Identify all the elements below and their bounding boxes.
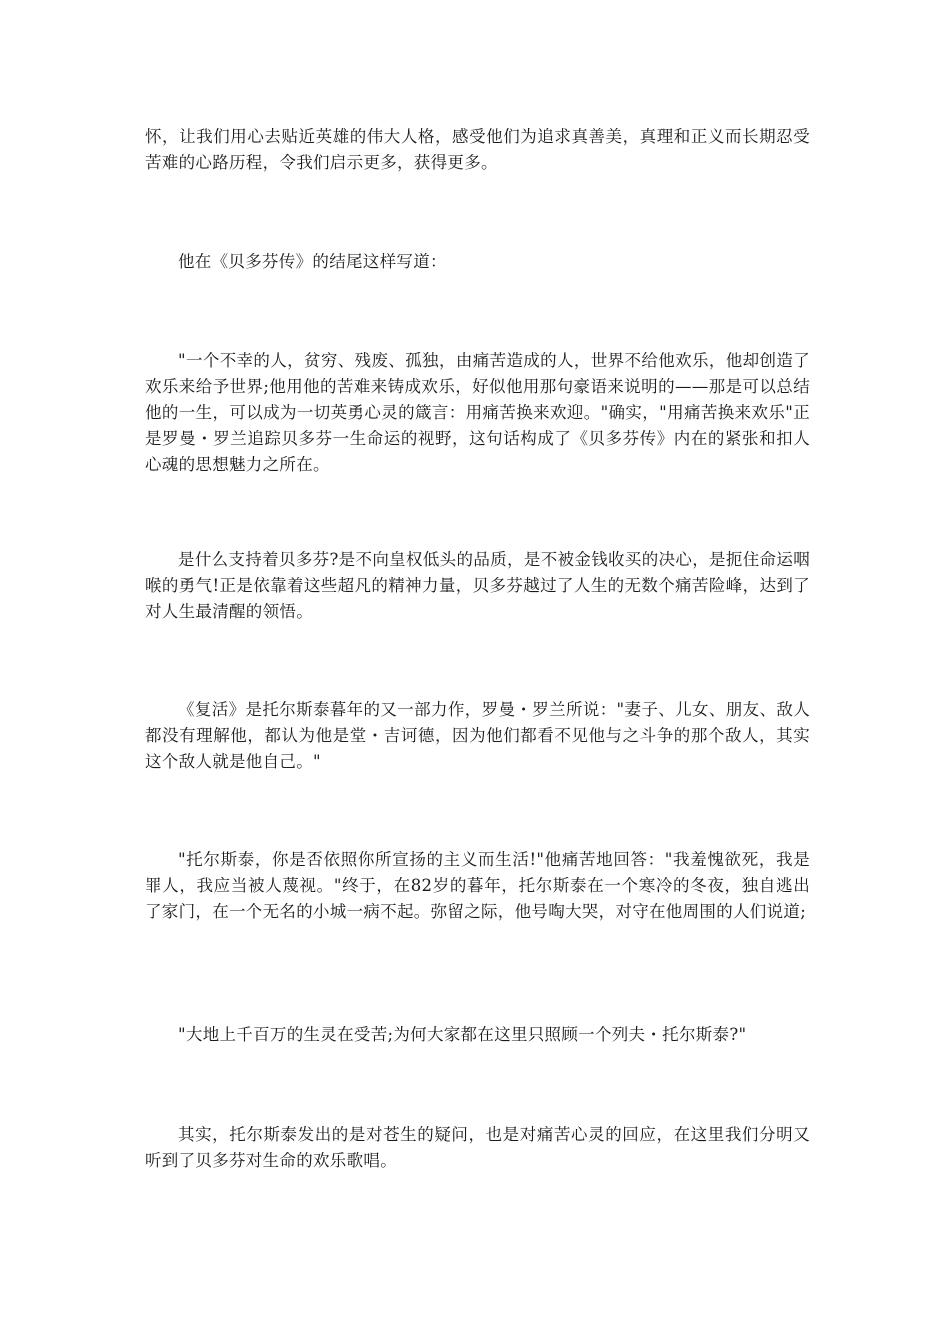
paragraph-beethoven-strength: 是什么支持着贝多芬?是不向皇权低头的品质，是不被金钱收买的决心，是扼住命运咽喉的勇气!正是依靠着这些超凡的精神力量，贝多芬越过了人生的无数个痛苦险峰，达到了对人生最清醒的领悟。 — [145, 550, 810, 621]
paragraph-intro-quote: 他在《贝多芬传》的结尾这样写道： — [178, 252, 447, 271]
paragraph-continuation: 怀，让我们用心去贴近英雄的伟大人格，感受他们为追求真善美，真理和正义而长期忍受苦难的心路历程，令我们启示更多，获得更多。 — [145, 127, 810, 172]
paragraph-conclusion: 其实，托尔斯泰发出的是对苍生的疑问，也是对痛苦心灵的回应，在这里我们分明又听到了贝多芬对生命的欢乐歌唱。 — [145, 1125, 810, 1170]
paragraph-beethoven-quote: "一个不幸的人，贫穷、残废、孤独，由痛苦造成的人，世界不给他欢乐，他却创造了欢乐来给予世界;他用他的苦难来铸成欢乐，好似他用那句豪语来说明的——那是可以总结他的一生，可以成为一切英勇心灵的箴言：用痛苦换来欢迎。"确实，"用痛苦换来欢乐"正是罗曼・罗兰追踪贝多芬一生命运的视野，这句话构成了《贝多芬传》内在的紧张和扣人心魂的思想魅力之所在。 — [145, 351, 810, 474]
paragraph-resurrection: 《复活》是托尔斯泰暮年的又一部力作，罗曼・罗兰所说："妻子、儿女、朋友、敌人都没有理解他，都认为他是堂・吉诃德，因为他们都看不见他与之斗争的那个敌人，其实这个敌人就是他自己。" — [145, 700, 810, 771]
paragraph-tolstoy-answer: "托尔斯泰，你是否依照你所宣扬的主义而生活!"他痛苦地回答："我羞愧欲死，我是罪人，我应当被人蔑视。"终于，在82岁的暮年，托尔斯泰在一个寒冷的冬夜，独自逃出了家门，在一个无名的小城一病不起。弥留之际，他号啕大哭，对守在他周围的人们说道; — [145, 850, 810, 921]
paragraph-tolstoy-last-words: "大地上千百万的生灵在受苦;为何大家都在这里只照顾一个列夫・托尔斯泰?" — [178, 1025, 747, 1044]
